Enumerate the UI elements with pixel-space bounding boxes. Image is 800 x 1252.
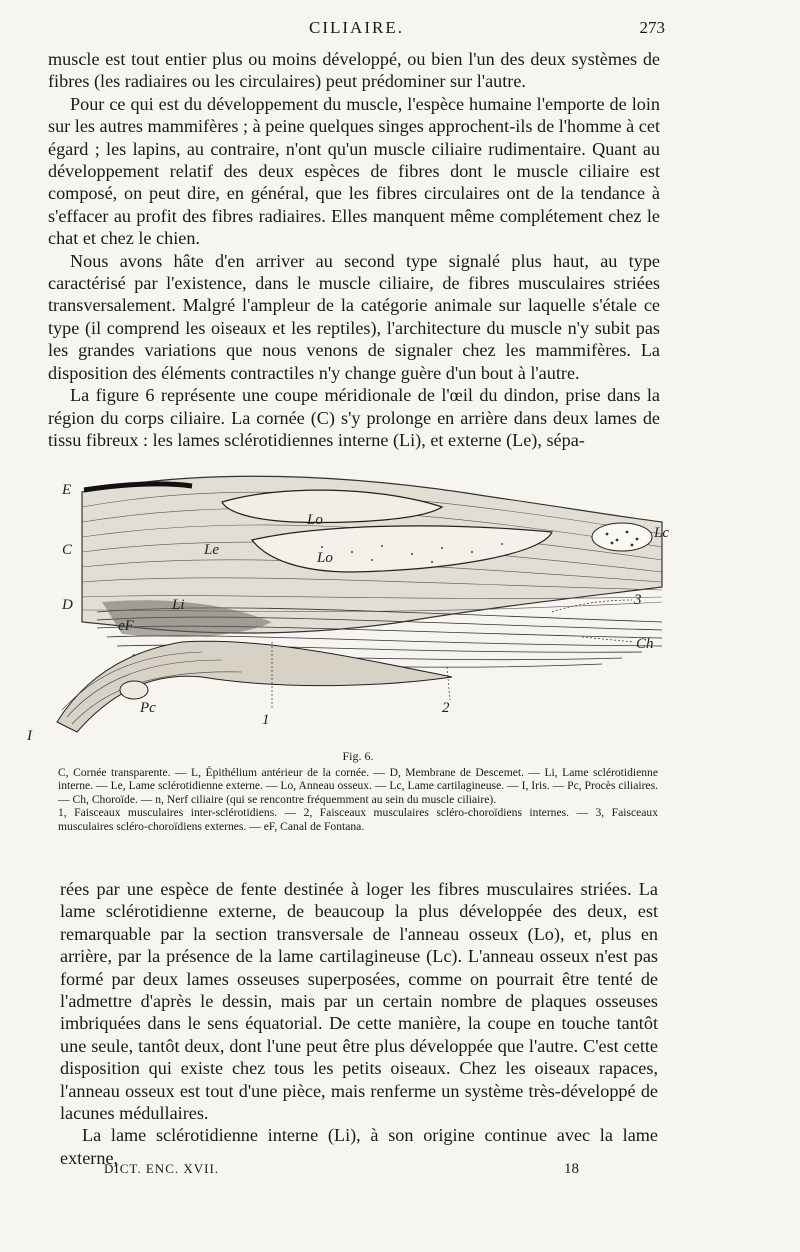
fig-label-Pc: Pc	[140, 700, 156, 716]
figure-caption	[58, 750, 658, 834]
caption-line-2: 1, Faisceaux musculaires inter-sclérotidiens. — 2, Faisceaux musculaires scléro-choroïdiens internes. — 3, Faisceaux musculaires scléro-choroïdiens externes. — eF, Canal de Fontana.	[58, 806, 658, 833]
page-header	[48, 18, 665, 44]
signature-number: 18	[564, 1161, 579, 1177]
page-number: 273	[639, 18, 665, 37]
fig-label-Lo-1: Lo	[307, 512, 323, 528]
fig-label-I: I	[27, 728, 32, 744]
fig-label-Li: Li	[172, 597, 185, 613]
page-footer	[104, 1161, 604, 1181]
fig-label-2: 2	[442, 700, 450, 716]
ciliary-body-section-drawing	[22, 462, 682, 757]
paragraph-2: Pour ce qui est du développement du muscle, l'espèce humaine l'emporte de loin sur les autres mammifères ; à peine quelques singes approchent-ils de l'homme à cet égard ; les lapins, au contraire, n'ont qu'un muscle ciliaire rudimentaire. Quant au développement relatif des deux espèces de fibres dont le muscle ciliaire est composé, on peut dire, en général, que les fibres circulaires ont de la tendance à s'effacer au profit des fibres radiaires. Elles manquent même complétement chez le chat et chez le chien.	[48, 93, 660, 249]
paragraph-5: rées par une espèce de fente destinée à loger les fibres musculaires striées. La lame sclérotidienne externe, de beaucoup la plus développée des deux, est remarquable par la section transversale de l'anneau osseux (Lo), et, plus en arrière, par la présence de la lame cartilagineuse (Lc). L'anneau osseux n'est pas formé par deux lames osseuses superposées, comme on pourrait être tenté de l'admettre d'après le dessin, mais par un certain nombre de plaques osseuses imbriquées dans le sens équatorial. De cette manière, la coupe en touche tantôt une seule, tantôt deux, dont l'une peut être plus développée que l'autre. C'est cette disposition qui existe chez tous les petits oiseaux. Chez les oiseaux rapaces, l'anneau osseux est tout d'une pièce, mais renferme un système très-développé de lacunes médullaires.	[60, 879, 658, 1124]
body-text-top	[48, 48, 660, 451]
fig-label-3: 3	[634, 592, 642, 608]
paragraph-6: La lame sclérotidienne interne (Li), à son origine continue avec la lame externe,	[60, 1125, 658, 1168]
body-text-bottom	[60, 878, 658, 1169]
paragraph-1: muscle est tout entier plus ou moins développé, ou bien l'un des deux systèmes de fibres (les radiaires ou les circulaires) peut prédominer sur l'autre.	[48, 49, 660, 92]
signature-mark: DICT. ENC. XVII.	[104, 1161, 220, 1176]
fig-label-D: D	[62, 597, 73, 613]
running-title: CILIAIRE.	[309, 18, 404, 37]
fig-label-Ch: Ch	[636, 636, 654, 652]
fig-label-Le: Le	[204, 542, 219, 558]
caption-line-1: C, Cornée transparente. — L, Épithélium antérieur de la cornée. — D, Membrane de Descemet. — Li, Lame sclérotidienne interne. — Le, Lame sclérotidienne externe. — Lo, Anneau osseux. — Lc, Lame cartilagineuse. — I, Iris. — Pc, Procès ciliaires. — Ch, Choroïde. — n, Nerf ciliaire (qui se rencontre fréquemment au sein du muscle ciliaire).	[58, 765, 658, 806]
fig-label-1: 1	[262, 712, 270, 728]
paragraph-4: La figure 6 représente une coupe méridionale de l'œil du dindon, prise dans la région du corps ciliaire. La cornée (C) s'y prolonge en arrière dans deux lames de tissu fibreux : les lames sclérotidiennes interne (Li), et externe (Le), sépa-	[48, 385, 660, 450]
fig-label-C: C	[62, 542, 73, 558]
paragraph-3: Nous avons hâte d'en arriver au second type signalé plus haut, au type caractérisé par l'existence, dans le muscle ciliaire, de fibres musculaires striées transversalement. Malgré l'ampleur de la catégorie animale sur laquelle s'étale ce type (il comprend les oiseaux et les reptiles), l'architecture du muscle n'y subit pas les grandes variations que nous venons de signaler chez les mammifères. La disposition des éléments contractiles n'y change guère d'un bout à l'autre.	[48, 250, 660, 383]
figure-6-illustration	[22, 462, 682, 757]
fig-label-Lc: Lc	[654, 525, 669, 541]
fig-label-Lo-2: Lo	[317, 550, 333, 566]
fig-label-E: E	[62, 482, 72, 498]
caption-title: Fig. 6.	[342, 749, 374, 763]
fig-label-eF: eF	[118, 618, 134, 634]
